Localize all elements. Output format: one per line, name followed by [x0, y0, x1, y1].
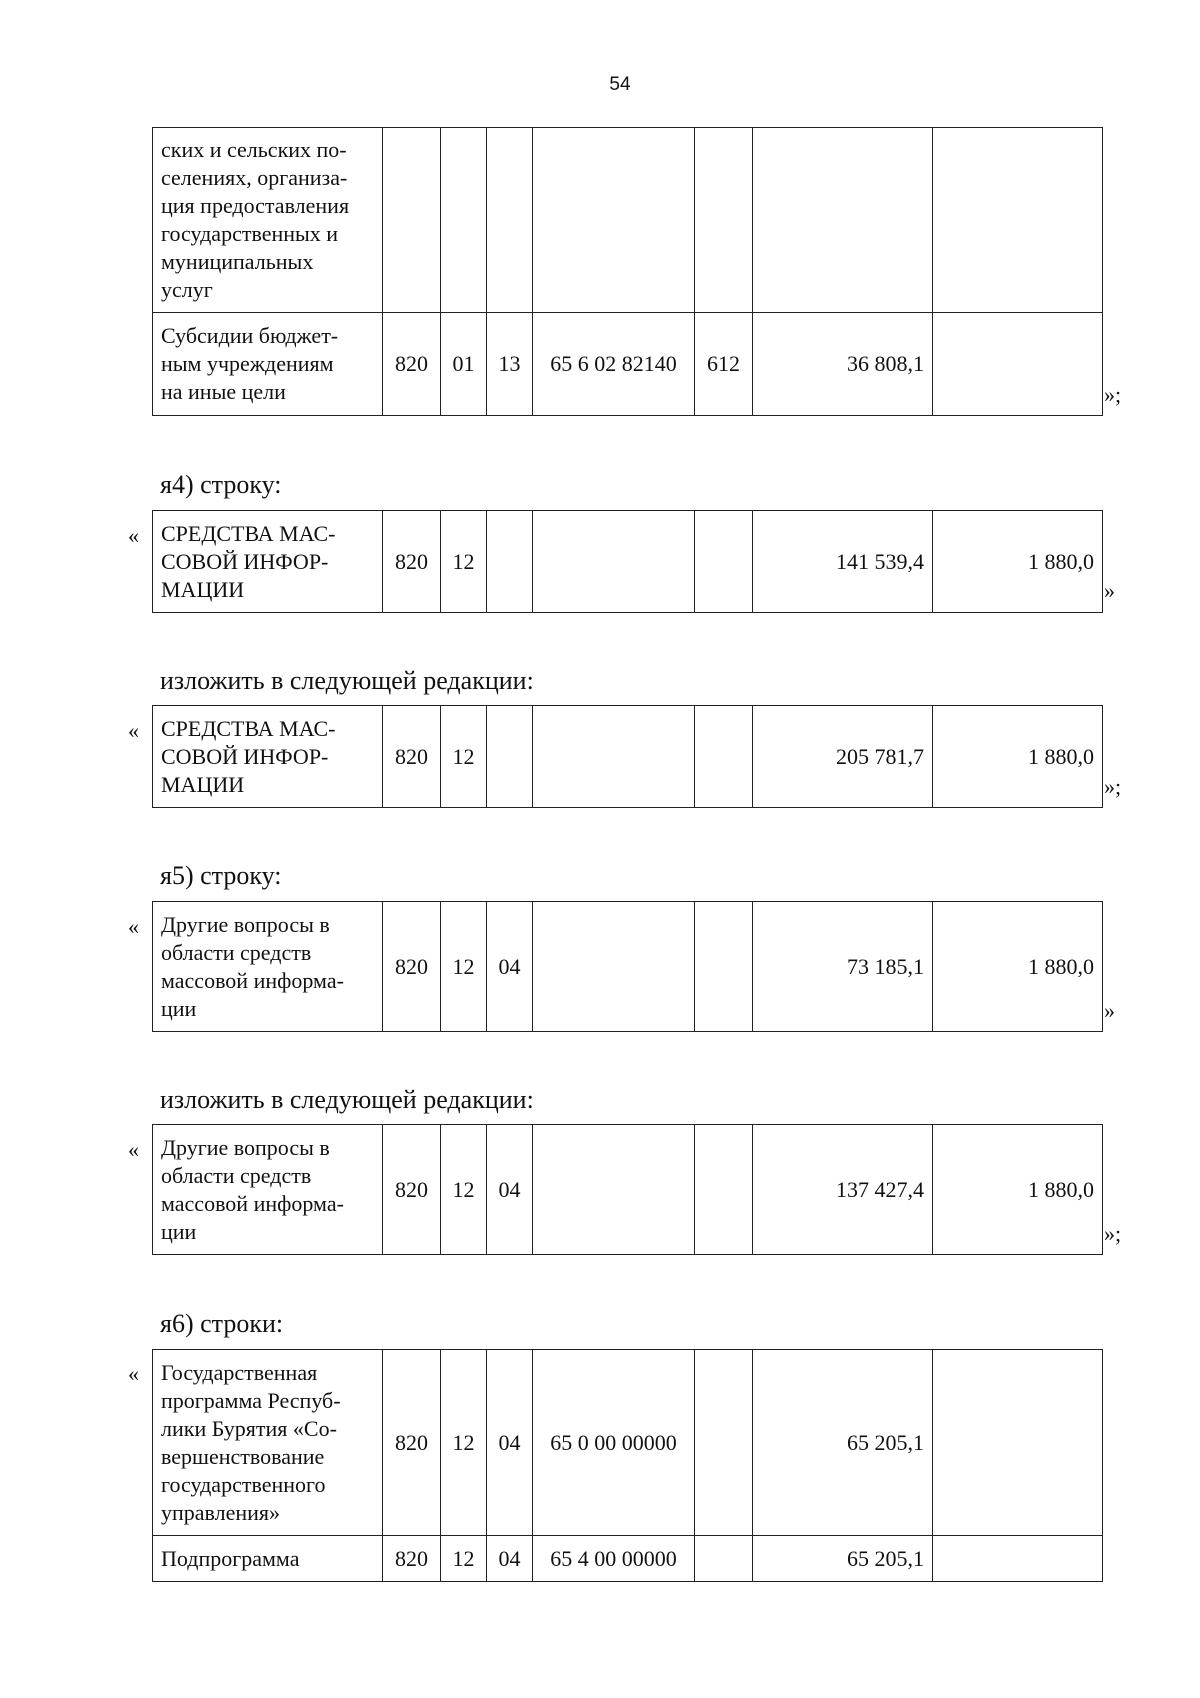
row-name-cell: Подпрограмма: [153, 1536, 383, 1582]
gr-cell: 820: [383, 511, 441, 613]
sum1-cell: 73 185,1: [753, 902, 933, 1032]
row-name-cell: Другие вопросы в области средств массовой информа- ции: [153, 902, 383, 1032]
pr-cell: 04: [487, 1125, 533, 1255]
table-row: [153, 313, 1103, 416]
csr-cell: 65 4 00 00000: [533, 1536, 695, 1582]
gr-cell: 820: [383, 1536, 441, 1582]
pr-cell: 04: [487, 1350, 533, 1536]
row-name-cell: ских и сельских по- селениях, организа- ция предоставления государственных и муниципальных услуг: [153, 128, 383, 313]
pr-cell: 13: [487, 313, 533, 416]
open-quote: «: [128, 1361, 139, 1386]
gr-cell: 820: [383, 706, 441, 808]
pr-cell: [487, 511, 533, 613]
table-row: [153, 706, 1103, 808]
open-quote: «: [128, 1137, 139, 1162]
table-row: [153, 1125, 1103, 1255]
close-quote: »;: [1104, 1221, 1122, 1246]
csr-cell: [533, 1125, 695, 1255]
gr-cell: 820: [383, 313, 441, 416]
caption-ya6: я6) строки:: [160, 1309, 284, 1338]
close-quote: »;: [1104, 382, 1122, 407]
sum1-cell: 141 539,4: [753, 511, 933, 613]
close-quote: »: [1104, 998, 1115, 1023]
table-ya5-old: [152, 901, 1102, 1032]
row-name-cell: Субсидии бюджет- ным учреждениям на иные цели: [153, 313, 383, 416]
rz-cell: 12: [441, 706, 487, 808]
table-continuation: [152, 127, 1102, 416]
pr-cell: 04: [487, 902, 533, 1032]
csr-cell: [533, 511, 695, 613]
sum1-cell: 137 427,4: [753, 1125, 933, 1255]
rz-cell: 12: [441, 1536, 487, 1582]
gr-cell: 820: [383, 1125, 441, 1255]
sum2-cell: [933, 1350, 1103, 1536]
gr-cell: 820: [383, 1350, 441, 1536]
row-name-cell: Государственная программа Респуб- лики Бурятия «Со- вершенствование государственного управления»: [153, 1350, 383, 1536]
csr-cell: 65 0 00 00000: [533, 1350, 695, 1536]
open-quote: «: [128, 523, 139, 548]
sum1-cell: 36 808,1: [753, 313, 933, 416]
vr-cell: [695, 1125, 753, 1255]
caption-ya5: я5) строку:: [160, 861, 282, 890]
vr-cell: [695, 902, 753, 1032]
page-number: 54: [609, 74, 631, 95]
table-ya6: [152, 1349, 1102, 1582]
sum2-cell: 1 880,0: [933, 902, 1103, 1032]
rz-cell: 12: [441, 511, 487, 613]
vr-cell: [695, 706, 753, 808]
vr-cell: [695, 1350, 753, 1536]
table-row: [153, 511, 1103, 613]
row-name-cell: СРЕДСТВА МАС- СОВОЙ ИНФОР- МАЦИИ: [153, 511, 383, 613]
caption-new-1: изложить в следующей редакции:: [160, 666, 534, 695]
csr-cell: 65 6 02 82140: [533, 313, 695, 416]
vr-cell: 612: [695, 313, 753, 416]
pr-cell: 04: [487, 1536, 533, 1582]
vr-cell: [695, 511, 753, 613]
sum1-cell: 65 205,1: [753, 1536, 933, 1582]
close-quote: »: [1104, 578, 1115, 603]
sum2-cell: 1 880,0: [933, 1125, 1103, 1255]
table-ya4-new: [152, 705, 1102, 808]
rz-cell: 01: [441, 313, 487, 416]
sum1-cell: 65 205,1: [753, 1350, 933, 1536]
open-quote: «: [128, 718, 139, 743]
table-ya5-new: [152, 1124, 1102, 1255]
vr-cell: [695, 1536, 753, 1582]
row-name-cell: Другие вопросы в области средств массовой информа- ции: [153, 1125, 383, 1255]
row-name-cell: СРЕДСТВА МАС- СОВОЙ ИНФОР- МАЦИИ: [153, 706, 383, 808]
sum2-cell: [933, 313, 1103, 416]
table-row: [153, 128, 1103, 313]
open-quote: «: [128, 914, 139, 939]
caption-ya4: я4) строку:: [160, 470, 282, 499]
gr-cell: 820: [383, 902, 441, 1032]
csr-cell: [533, 902, 695, 1032]
rz-cell: 12: [441, 1350, 487, 1536]
sum2-cell: [933, 1536, 1103, 1582]
close-quote: »;: [1104, 774, 1122, 799]
pr-cell: [487, 706, 533, 808]
table-row: [153, 902, 1103, 1032]
sum1-cell: 205 781,7: [753, 706, 933, 808]
rz-cell: 12: [441, 1125, 487, 1255]
table-row: [153, 1536, 1103, 1582]
table-ya4-old: [152, 510, 1102, 613]
sum2-cell: 1 880,0: [933, 706, 1103, 808]
csr-cell: [533, 706, 695, 808]
rz-cell: 12: [441, 902, 487, 1032]
sum2-cell: 1 880,0: [933, 511, 1103, 613]
table-row: [153, 1350, 1103, 1536]
caption-new-2: изложить в следующей редакции:: [160, 1085, 534, 1114]
